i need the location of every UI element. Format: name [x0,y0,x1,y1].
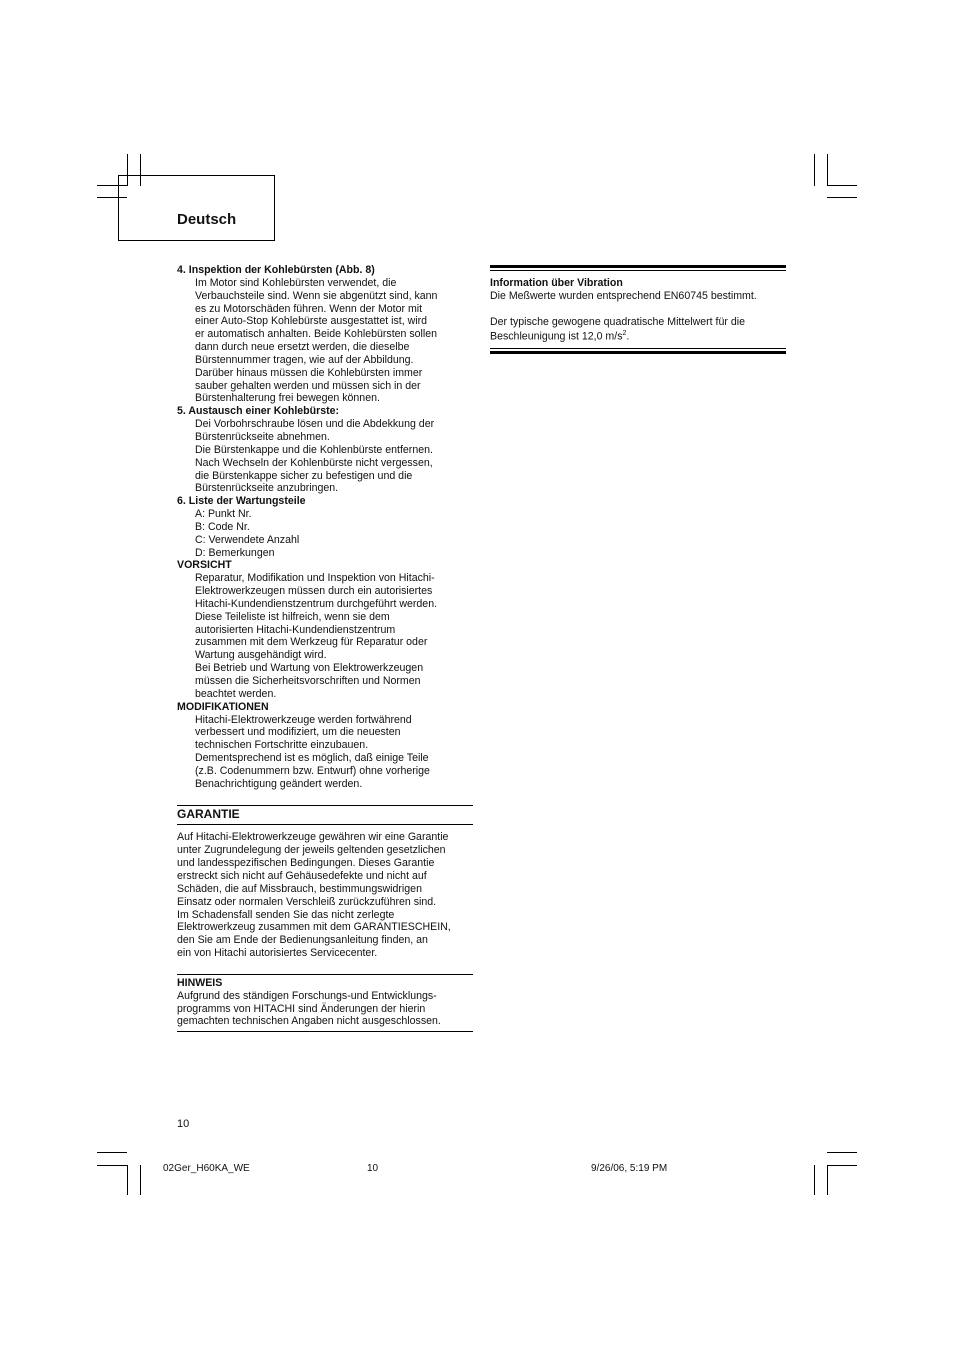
divider [177,974,473,975]
text-line: erstreckt sich nicht auf Gehäusedefekte und nicht auf [177,869,427,882]
section-brush-inspection [177,264,473,405]
text-line: beachtet werden. [195,687,277,700]
text-line: die Bürstenkappe sicher zu befestigen und die [195,469,413,482]
divider [177,805,473,806]
list-item: A: Punkt Nr. [195,508,252,521]
section-heading: VORSICHT [177,559,232,572]
text-line: Bürstenhalterung frei bewegen können. [195,392,380,405]
text-line: Darüber hinaus müssen die Kohlebürsten immer [195,366,423,379]
list-item: B: Code Nr. [195,520,250,533]
punctuation: . [626,330,630,343]
text-line: zusammen mit dem Werkzeug für Reparatur oder [195,636,428,649]
text-line: Dei Vorbohrschraube lösen und die Abdekkung der [195,418,435,431]
vibration-text: Die Meßwerte wurden entsprechend EN60745 bestimmt. [490,289,757,302]
text-line: Benachrichtigung geändert werden. [195,777,363,790]
section-heading: 4. Inspektion der Kohlebürsten (Abb. 8) [177,264,375,276]
section-body [177,714,473,791]
text-line: Bürstennummer tragen, wie auf der Abbildung. [195,353,414,366]
vibration-box [490,265,786,354]
garantie-block [177,805,473,960]
text-line: ein von Hitachi autorisiertes Servicecenter. [177,947,378,960]
text-line: autorisierten Hitachi-Kundendienstzentrum [195,623,396,636]
section-body [177,277,473,405]
text-line: Auf Hitachi-Elektrowerkzeuge gewähren wir eine Garantie [177,831,449,844]
text-line: Hitachi-Kundendienstzentrum durchgeführt werden. [195,597,438,610]
text-line: Im Schadensfall senden Sie das nicht zerlegte [177,908,395,921]
hinweis-body [177,990,473,1029]
text-line: und landesspezifischen Bedingungen. Dieses Garantie [177,857,435,870]
text-line: unter Zugrundelegung der jeweils geltenden gesetzlichen [177,844,446,857]
text-line: Reparatur, Modifikation und Inspektion von Hitachi- [195,572,435,585]
thick-rule [490,351,786,354]
page-number: 10 [177,1118,190,1130]
footer-filename: 02Ger_H60KA_WE [163,1163,250,1174]
section-body [177,418,473,495]
section-modifications [177,701,473,791]
section-brush-replacement [177,405,473,495]
list-item: C: Verwendete Anzahl [195,533,300,546]
text-line: es zu Motorschäden führen. Wenn der Motor mit [195,302,423,315]
text-line: er automatisch anhalten. Beide Kohlebürsten sollen [195,328,438,341]
vibration-value: Beschleunigung ist 12,0 m/s [490,330,623,343]
divider [177,824,473,825]
language-tab-box [118,175,275,241]
text-line: Wartung ausgehändigt wird. [195,649,327,662]
divider [177,1031,473,1032]
text-line: Einsatz oder normalen Verschleiß zurückzuführen sind. [177,895,437,908]
text-line: Bei Betrieb und Wartung von Elektrowerkzeugen [195,662,424,675]
text-line: Im Motor sind Kohlebürsten verwendet, die [195,276,397,289]
text-line: verbessert und modifiziert, um die neuesten [195,726,401,739]
text-line: (z.B. Codenummern bzw. Entwurf) ohne vorherige [195,764,430,777]
text-line: Elektrowerkzeug zusammen mit dem GARANTIESCHEIN, [177,921,451,934]
text-line: Schäden, die auf Missbrauch, bestimmungswidrigen [177,882,422,895]
text-line: Dementsprechend ist es möglich, daß einige Teile [195,752,429,765]
section-caution [177,559,473,700]
text-line: Bürstenrückseite anzubringen. [195,482,339,495]
text-line: Hitachi-Elektrowerkzeuge werden fortwährend [195,713,412,726]
text-line: Diese Teileliste ist hilfreich, wenn sie dem [195,610,390,623]
section-heading: MODIFIKATIONEN [177,700,269,713]
thin-rule [490,270,786,271]
text-line: einer Auto-Stop Kohlebürste ausgestattet ist, wird [195,315,428,328]
text-line: Aufgrund des ständigen Forschungs-und Entwicklungs- [177,989,437,1002]
text-line: müssen die Sicherheitsvorschriften und Normen [195,675,421,687]
text-line: gemachten technischen Angaben nicht ausgeschlossen. [177,1015,441,1028]
language-title: Deutsch [177,211,237,228]
text-line: Elektrowerkzeugen müssen durch ein autorisiertes [195,585,433,598]
section-heading: 6. Liste der Wartungsteile [177,495,306,508]
vibration-text [490,328,786,343]
text-line: programms von HITACHI sind Änderungen der hierin [177,1002,426,1015]
text-line: Bürstenrückseite abnehmen. [195,430,330,443]
text-line: sauber gehalten werden und müssen sich in der [195,379,421,392]
text-line: Verbauchsteile sind. Wenn sie abgenützt sind, kann [195,289,438,302]
text-line: Nach Wechseln der Kohlenbürste nicht vergessen, [195,456,433,469]
superscript: 2 [622,330,627,338]
footer-page: 10 [367,1163,379,1174]
vibration-title: Information über Vibration [490,277,623,289]
text-line: dann durch neue ersetzt werden, die dieselbe [195,341,410,354]
hinweis-title: HINWEIS [177,976,223,989]
left-column [177,264,473,1032]
text-line: Die Bürstenkappe und die Kohlenbürste entfernen. [195,443,433,456]
garantie-body [177,831,473,959]
thin-rule [490,348,786,349]
vibration-text: Der typische gewogene quadratische Mittelwert für die [490,315,745,328]
section-body [177,572,473,700]
footer-timestamp: 9/26/06, 5:19 PM [591,1163,668,1174]
hinweis-block [177,974,473,1032]
thick-rule [490,265,786,268]
section-body [177,508,473,559]
section-heading: 5. Austausch einer Kohlebürste: [177,405,340,418]
garantie-title: GARANTIE [177,806,240,821]
list-item: D: Bemerkungen [195,546,275,559]
section-parts-list [177,495,473,559]
text-line: technischen Fortschritte einzubauen. [195,739,369,752]
text-line: den Sie am Ende der Bedienungsanleitung finden, an [177,934,428,947]
